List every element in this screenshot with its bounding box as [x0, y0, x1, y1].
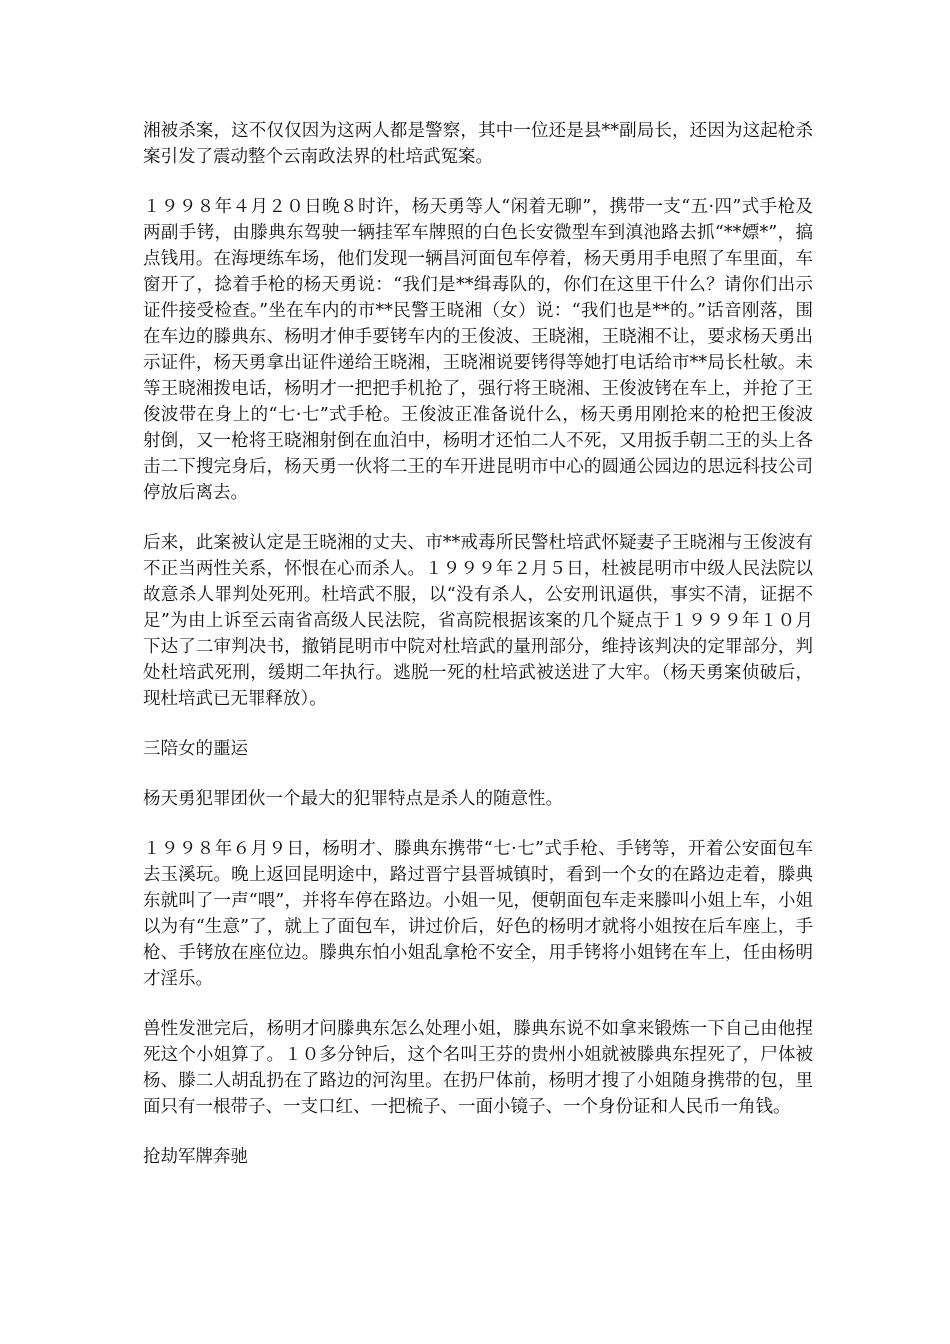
paragraph-april-shooting: １９９８年４月２０日晚８时许，杨天勇等人“闲着无聊”，携带一支“五·四”式手枪及两副手铐，由滕典东驾驶一辆挂军车牌照的白色长安微型车到滇池路去抓“**嫖*”，搞点钱用。在海埂练车场，他们发现一辆昌河面包车停着，杨天勇用手电照了车里面，车窗开了，捻着手枪的杨天勇说：“我们是**缉毒队的，你们在这里干什么？请你们出示证件接受检查。”坐在车内的市**民警王晓湘（女）说：“我们也是**的。”话音刚落，围在车边的滕典东、杨明才伸手要铐车内的王俊波、王晓湘，王晓湘不让，要求杨天勇出示证件，杨天勇拿出证件递给王晓湘，王晓湘说要铐得等她打电话给市**局长杜敏。未等王晓湘拨电话，杨明才一把把手机抢了，强行将王晓湘、王俊波铐在车上，并抢了王俊波带在身上的“七·七”式手枪。王俊波正准备说什么，杨天勇用刚抢来的枪把王俊波射倒，又一枪将王晓湘射倒在血泊中，杨明才还怕二人不死，又用扳手朝二王的头上各击二下搜完身后，杨天勇一伙将二王的车开进昆明市中心的圆通公园边的思远科技公司停放后离去。: [143, 197, 813, 503]
section-heading-robbery: 抢劫军牌奔驰: [143, 1147, 248, 1167]
paragraph-case-intro: 湘被杀案，这不仅仅因为这两人都是警察，其中一位还是县**副局长，还因为这起枪杀案引发了震动整个云南政法界的杜培武冤案。: [143, 121, 813, 167]
section-heading-escort: 三陪女的噩运: [143, 739, 248, 759]
paragraph-aftermath: 兽性发泄完后，杨明才问滕典东怎么处理小姐，滕典东说不如拿来锻炼一下自己由他捏死这个小姐算了。１０多分钟后，这个名叫王芬的贵州小姐就被滕典东捏死了，尸体被杨、滕二人胡乱扔在了路边的河沟里。在扔尸体前，杨明才搜了小姐随身携带的包，里面只有一根带子、一支口红、一把梳子、一面小镜子、一个身份证和人民币一角钱。: [143, 1019, 813, 1117]
document-page: [143, 118, 813, 1194]
paragraph-crime-feature: 杨天勇犯罪团伙一个最大的犯罪特点是杀人的随意性。: [143, 789, 563, 809]
paragraph-june-incident: １９９８年６月９日，杨明才、滕典东携带“七·七”式手枪、手铐等，开着公安面包车去玉溪玩。晚上返回昆明途中，路过晋宁县晋城镇时，看到一个女的在路边走着，滕典东就叫了一声“喂”，并将车停在路边。小姐一见，便朝面包车走来滕叫小姐上车，小姐以为有“生意”了，就上了面包车，讲过价后，好色的杨明才就将小姐按在后车座上，手枪、手铐放在座位边。滕典东怕小姐乱拿枪不安全，用手铐将小姐铐在车上，任由杨明才淫乐。: [143, 839, 813, 989]
paragraph-du-peiwu-verdict: 后来，此案被认定是王晓湘的丈夫、市**戒毒所民警杜培武怀疑妻子王晓湘与王俊波有不正当两性关系，怀恨在心而杀人。１９９９年２月５日，杜被昆明市中级人民法院以故意杀人罪判处死刑。杜培武不服，以“没有杀人，公安刑讯逼供，事实不清，证据不足”为由上诉至云南省高级人民法院，省高院根据该案的几个疑点于１９９９年１０月下达了二审判决书，撤销昆明市中院对杜培武的量刑部分，维持该判决的定罪部分，判处杜培武死刑，缓期二年执行。逃脱一死的杜培武被送进了大牢。（杨天勇案侦破后，现杜培武已无罪释放）。: [143, 533, 813, 709]
